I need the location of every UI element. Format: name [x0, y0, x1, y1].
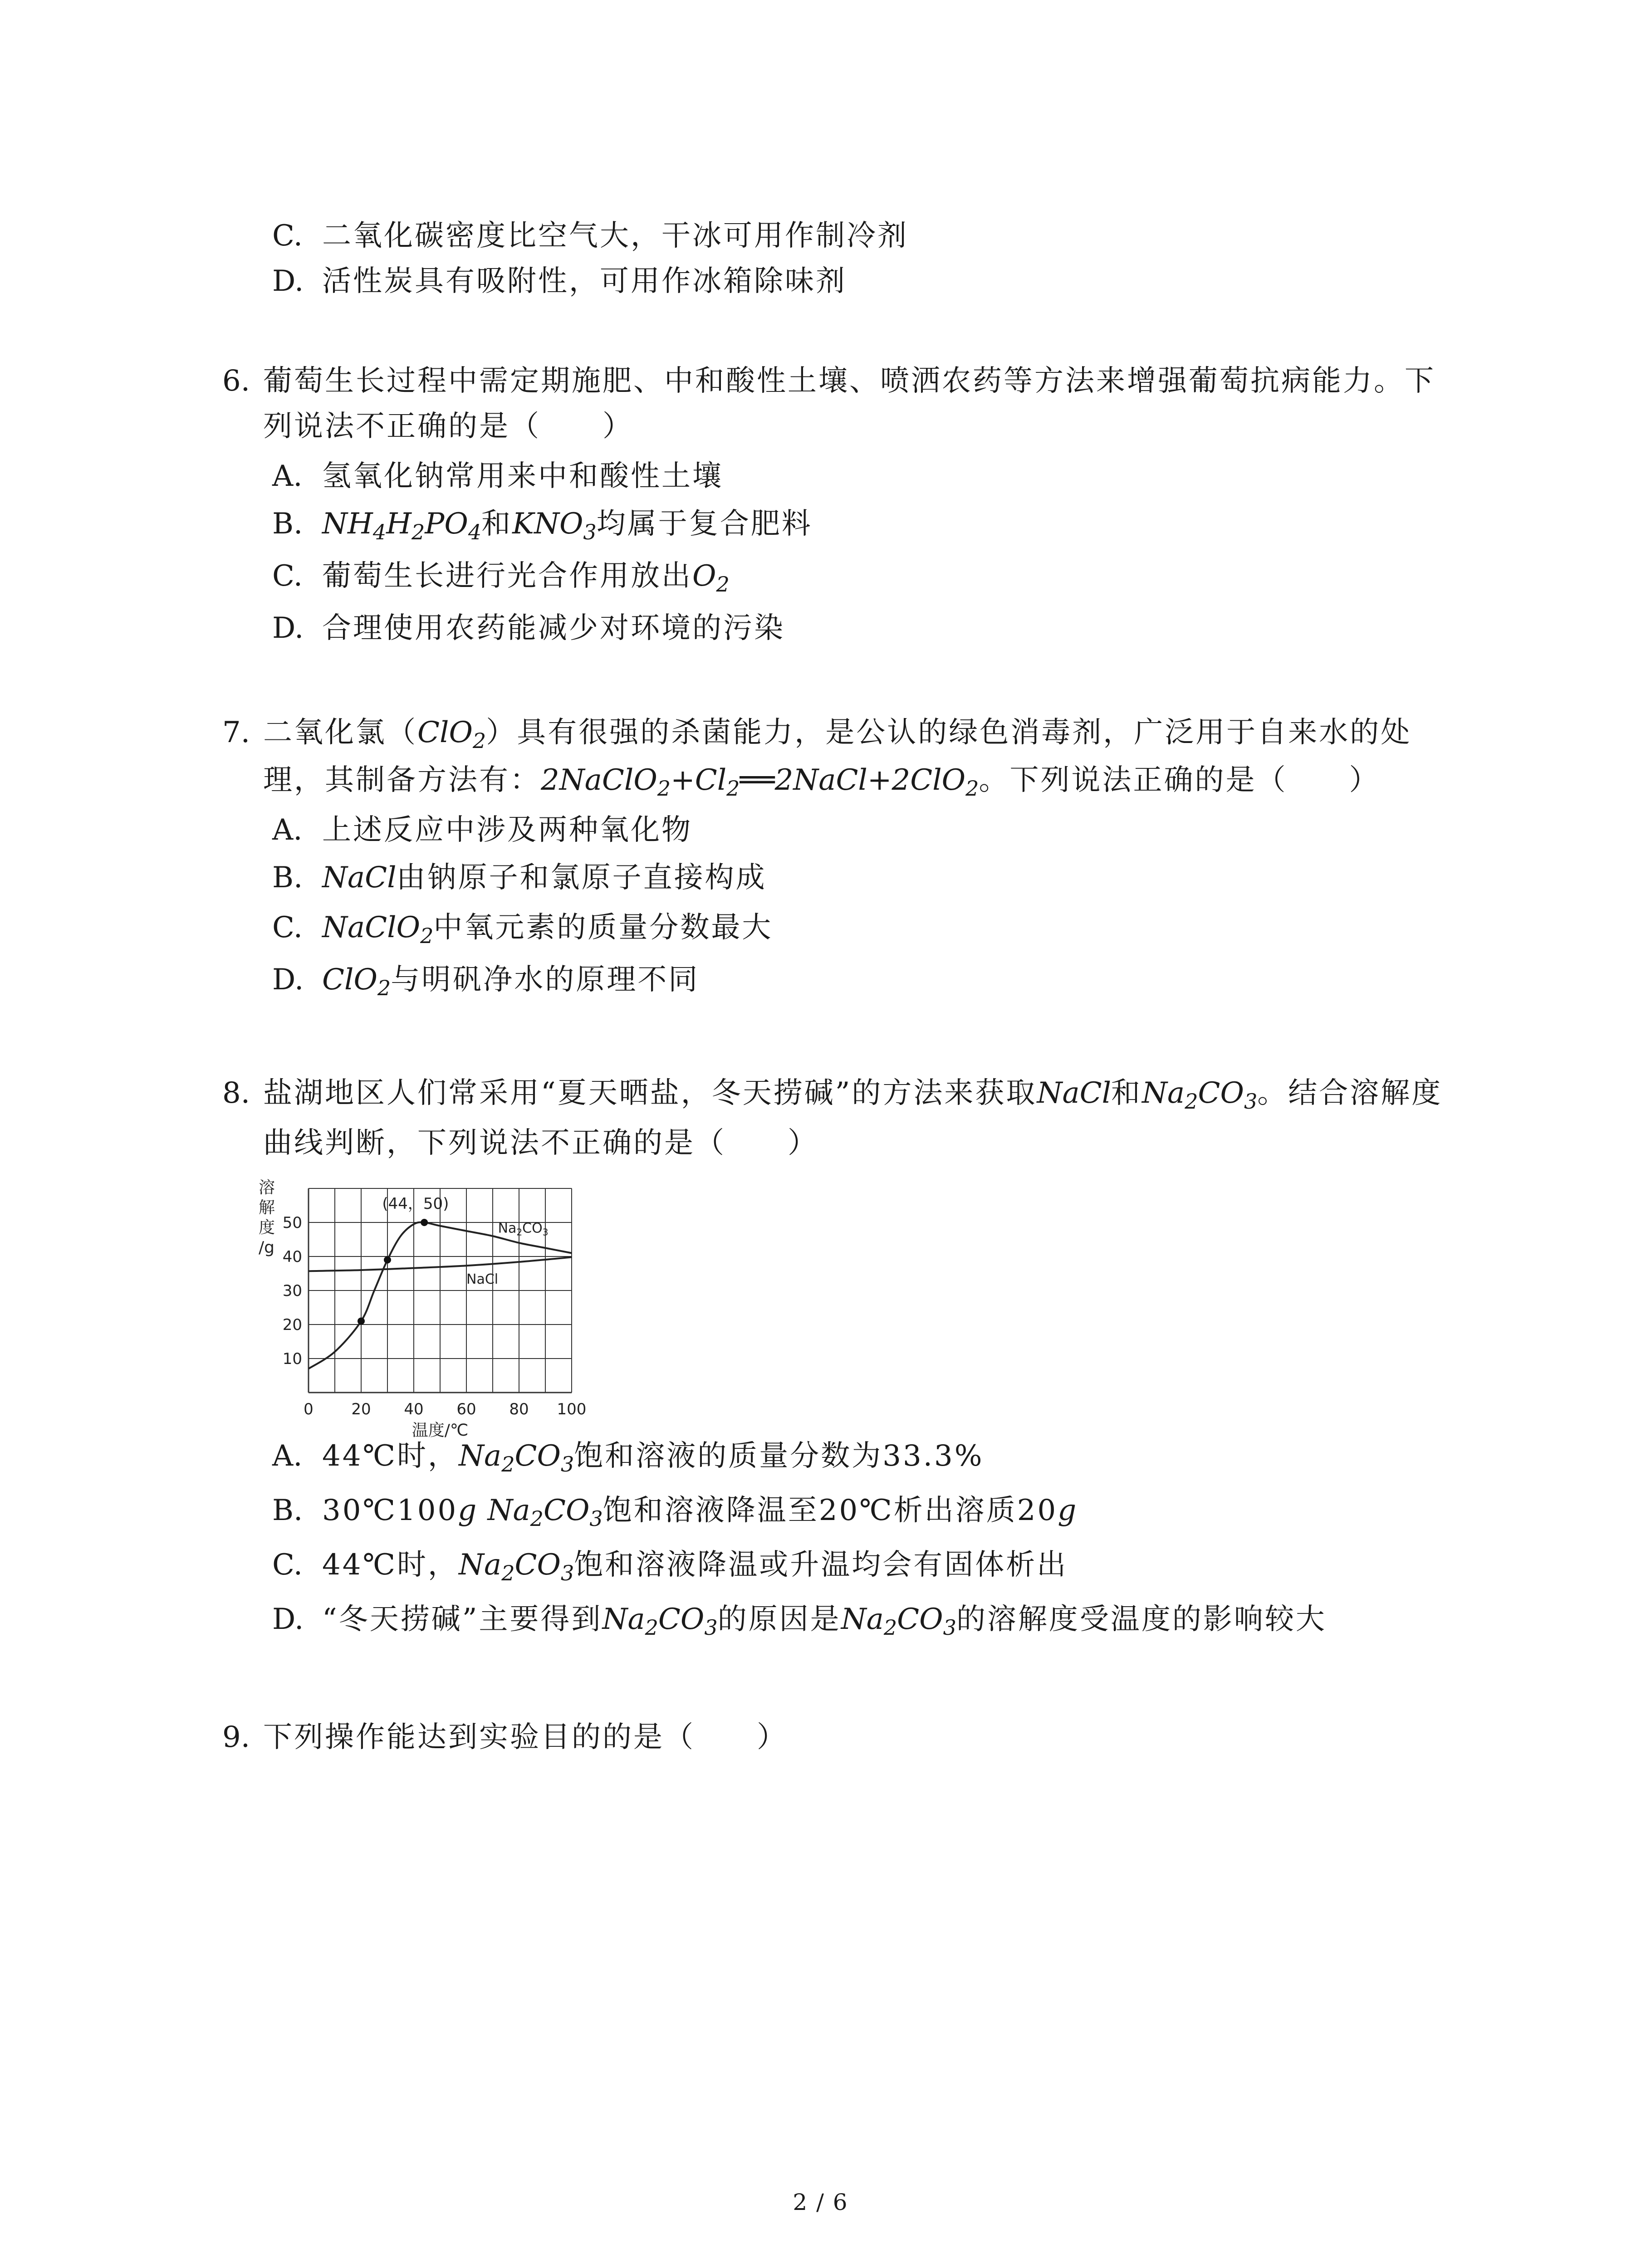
q8-stem-line-2: 曲线判断，下列说法不正确的是（ ）	[263, 1126, 818, 1160]
q9-stem: 9. 下列操作能达到实验目的的是（ ）	[222, 1721, 788, 1754]
x-tick-label: 100	[557, 1400, 587, 1418]
formula-na2co3: $Na_2CO_3$	[459, 1548, 574, 1585]
formula-kno3: $KNO_3$	[512, 507, 597, 544]
formula-nacl: NaCl	[322, 861, 397, 894]
y-axis-label-part: 解	[259, 1198, 275, 1217]
x-tick-label: 20	[351, 1400, 371, 1418]
y-axis-label-part: 溶	[259, 1178, 275, 1197]
data-point	[384, 1256, 391, 1264]
formula-nacl: NaCl	[1037, 1076, 1112, 1110]
formula-na2co3: $Na_2CO_3$	[841, 1603, 956, 1640]
q7-option-b: B. NaCl由钠原子和氯原子直接构成	[272, 861, 767, 894]
x-tick-label: 60	[456, 1400, 476, 1418]
series-label-na2co3: $Na_2CO_3$	[498, 1220, 549, 1238]
formula-clo2: ClO$_2$	[417, 716, 486, 753]
y-tick-label: 40	[282, 1248, 302, 1266]
y-tick-label: 50	[282, 1214, 302, 1232]
data-point	[421, 1219, 428, 1226]
q6-option-b: B. $NH_4H_2PO_4$和$KNO_3$均属于复合肥料	[272, 507, 813, 544]
q6-option-a: A. 氢氧化钠常用来中和酸性土壤	[272, 459, 723, 493]
y-axis-label-part: 度	[259, 1218, 275, 1237]
q5-option-c: C. 二氧化碳密度比空气大，干冰可用作制冷剂	[272, 219, 908, 253]
formula-na2co3: $Na_2CO_3$	[459, 1439, 574, 1476]
q7-stem-line-1: 7. 二氧化氯（ClO$_2$）具有很强的杀菌能力，是公认的绿色消毒剂，广泛用于自来水的处	[222, 716, 1412, 753]
chart-grid	[309, 1188, 572, 1393]
y-tick-label: 10	[282, 1350, 302, 1368]
y-axis-label-part: /g	[259, 1238, 274, 1257]
q6-option-c: C. 葡萄生长进行光合作用放出$O_2$	[272, 559, 730, 596]
y-axis-label	[259, 1178, 275, 1257]
series-label-nacl: NaCl	[466, 1271, 499, 1287]
q8-option-c: C. 44℃时，$Na_2CO_3$饱和溶液降温或升温均会有固体析出	[272, 1548, 1068, 1585]
formula-na2co3: $Na_2CO_3$	[487, 1494, 603, 1531]
point-annotation: (44，50)	[382, 1195, 449, 1213]
solubility-chart	[254, 1175, 599, 1438]
formula-na2co3: $Na_2CO_3$	[602, 1603, 718, 1640]
q8-option-d: D. “冬天捞碱”主要得到$Na_2CO_3$的原因是$Na_2CO_3$的溶解度受温度的影响较大	[272, 1603, 1327, 1640]
x-tick-label: 0	[304, 1400, 314, 1418]
q6-stem-line-1: 6. 葡萄生长过程中需定期施肥、中和酸性土壤、喷洒农药等方法来增强葡萄抗病能力。下	[222, 364, 1435, 398]
y-tick-label: 30	[282, 1282, 302, 1300]
y-tick-label: 20	[282, 1316, 302, 1334]
q5-option-d: D. 活性炭具有吸附性，可用作冰箱除味剂	[272, 264, 847, 298]
chart-ticks	[283, 1214, 587, 1418]
x-tick-label: 40	[404, 1400, 424, 1418]
q7-option-d: D. ClO$_2$与明矾净水的原理不同	[272, 963, 700, 1000]
x-tick-label: 80	[509, 1400, 529, 1418]
q8-option-b: B. 30℃100g $Na_2CO_3$饱和溶液降温至20℃析出溶质20g	[272, 1494, 1077, 1531]
formula-nh4h2po4: $NH_4H_2PO_4$	[322, 507, 482, 544]
q7-option-a: A. 上述反应中涉及两种氧化物	[272, 813, 692, 847]
q8-stem-line-1: 8. 盐湖地区人们常采用“夏天晒盐，冬天捞碱”的方法来获取NaCl和$Na_2CO_3$。结合溶解度	[222, 1076, 1443, 1114]
data-point	[358, 1318, 365, 1325]
formula-naclo2: NaClO$_2$	[322, 911, 434, 948]
q6-stem-line-2: 列说法不正确的是（ ）	[263, 410, 633, 443]
formula-o2: $O_2$	[692, 559, 730, 596]
q6-option-d: D. 合理使用农药能减少对环境的污染	[272, 611, 785, 645]
formula-na2co3: $Na_2CO_3$	[1142, 1076, 1258, 1114]
q8-option-a: A. 44℃时，$Na_2CO_3$饱和溶液的质量分数为33.3%	[272, 1439, 984, 1476]
reaction-equation: $2NaClO_2+Cl_2══2NaCl+2ClO_2$	[541, 763, 979, 801]
page-number: 2 / 6	[793, 2189, 848, 2215]
q7-option-c: C. NaClO$_2$中氧元素的质量分数最大	[272, 911, 773, 948]
q7-stem-line-2: 理，其制备方法有：$2NaClO_2+Cl_2══2NaCl+2ClO_2$。下列说法正确的是（ ）	[263, 763, 1380, 801]
x-axis-label: 温度/℃	[411, 1421, 469, 1438]
formula-clo2: ClO$_2$	[322, 963, 391, 1000]
